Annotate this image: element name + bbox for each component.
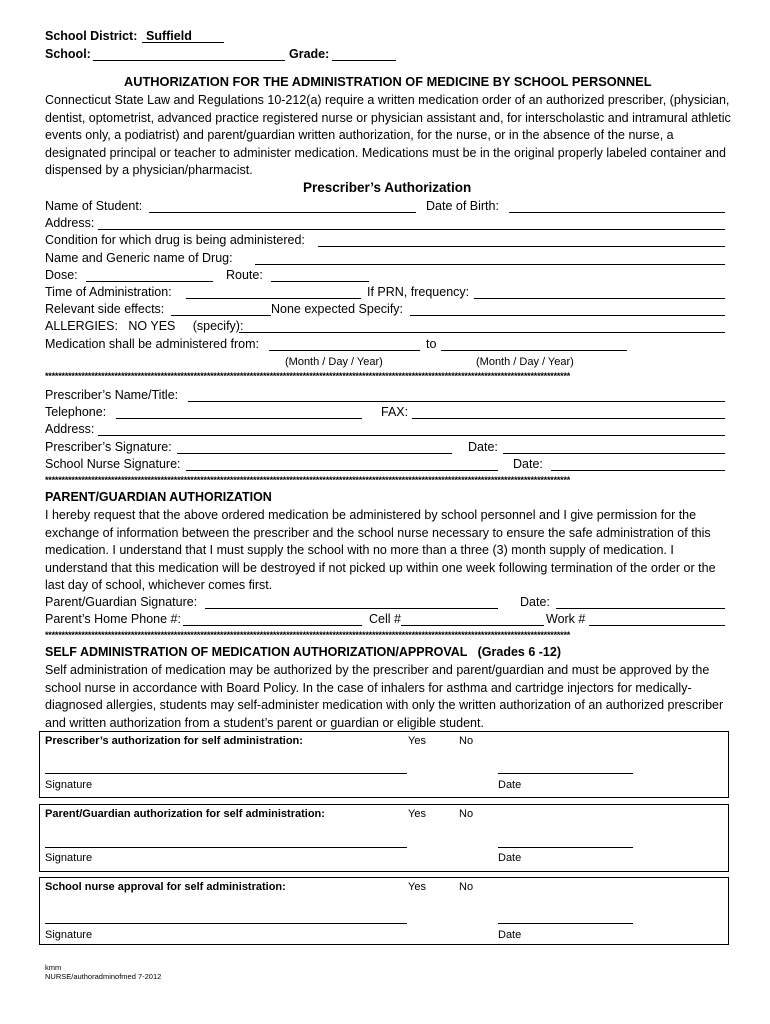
parent-self-admin-signature-label: Signature (45, 852, 93, 864)
separator-2: *************************************************************************************************************************************************************** (45, 475, 571, 485)
prescriber-address-label: Address: (45, 422, 95, 436)
fax-field[interactable] (412, 418, 725, 419)
prescriber-date-field[interactable] (503, 453, 725, 454)
grade-label: Grade: (289, 47, 330, 61)
route-label: Route: (226, 268, 263, 282)
nurse-self-admin-no[interactable]: No (459, 881, 474, 893)
student-name-field[interactable] (149, 212, 416, 213)
school-district-label: School District: (45, 29, 138, 43)
home-phone-label: Parent’s Home Phone #: (45, 612, 181, 626)
school-field[interactable] (93, 60, 285, 61)
allergies-label: ALLERGIES: NO YES (specify): (45, 319, 244, 333)
drug-name-label: Name and Generic name of Drug: (45, 251, 233, 265)
prescriber-heading: Prescriber’s Authorization (303, 180, 472, 195)
telephone-field[interactable] (116, 418, 362, 419)
footer-initials: kmm (45, 963, 62, 972)
admin-to-label: to (426, 337, 437, 351)
drug-name-field[interactable] (255, 264, 725, 265)
address-label: Address: (45, 216, 95, 230)
nurse-signature-label: School Nurse Signature: (45, 457, 181, 471)
prescriber-self-admin-yes[interactable]: Yes (408, 735, 426, 747)
parent-signature-field[interactable] (205, 608, 498, 609)
dob-label: Date of Birth: (426, 199, 499, 213)
nurse-self-admin-date-field[interactable] (498, 923, 633, 924)
side-effects-field[interactable] (171, 315, 271, 316)
prescriber-address-field[interactable] (98, 435, 725, 436)
nurse-self-admin-signature-field[interactable] (45, 923, 407, 924)
school-district-line (142, 42, 224, 43)
self-admin-paragraph: Self administration of medication may be authorized by the prescriber and parent/guardian and must be approved by the school nurse in accordance with Board Policy. In the case of inhalers for asthma and cartridge injectors for medically-diagnosed allergies, students may self-administer medication with only the written authorization of an authorized prescriber and written authorization from a student’s parent or guardian or eligible student. (45, 663, 724, 730)
side-effects-specify-label: None expected Specify: (271, 302, 404, 316)
parent-signature-label: Parent/Guardian Signature: (45, 595, 198, 609)
allergies-field[interactable] (239, 332, 725, 333)
address-field[interactable] (98, 229, 725, 230)
fax-label: FAX: (381, 405, 409, 419)
side-effects-label: Relevant side effects: (45, 302, 165, 316)
condition-label: Condition for which drug is being administered: (45, 233, 305, 247)
admin-from-label: Medication shall be administered from: (45, 337, 259, 351)
nurse-self-admin-signature-label: Signature (45, 929, 93, 941)
prescriber-self-admin-date-field[interactable] (498, 773, 633, 774)
nurse-date-label: Date: (513, 457, 543, 471)
parent-self-admin-yes[interactable]: Yes (408, 808, 426, 820)
prescriber-self-admin-signature-label: Signature (45, 779, 93, 791)
dob-field[interactable] (509, 212, 725, 213)
separator-3: *************************************************************************************************************************************************************** (45, 630, 571, 640)
side-effects-specify-field[interactable] (410, 315, 725, 316)
prescriber-name-field[interactable] (188, 401, 725, 402)
prescriber-self-admin-signature-field[interactable] (45, 773, 407, 774)
parent-paragraph: I hereby request that the above ordered medication be administered by school personnel and I give permission for the exchange of information between the prescriber and the school nurse necessary to ensure the safe administration of this medication. I understand that I must supply the school with no more than a three (3) month supply of medication. I understand that this medication will be destroyed if not picked up within one week following termination of the order or the last day of school, whichever comes first. (45, 508, 716, 592)
admin-from-field[interactable] (269, 350, 420, 351)
home-phone-field[interactable] (183, 625, 362, 626)
prescriber-date-label: Date: (468, 440, 498, 454)
school-label: School: (45, 47, 91, 61)
parent-date-label: Date: (520, 595, 550, 609)
to-date-format: (Month / Day / Year) (476, 356, 574, 368)
prescriber-self-admin-no[interactable]: No (459, 735, 474, 747)
intro-paragraph: Connecticut State Law and Regulations 10-212(a) require a written medication order of an authorized prescriber, (physician, dentist, optometrist, advanced practice registered nurse or physician assistant and, for interscholastic and intramural athletic events only, a podiatrist) and parent/guardian written authorization, for the nurse, or in the absence of the nurse, a designated principal or teacher to administer medication. Medications must be in the original properly labeled container and dispensed by a physician/pharmacist. (45, 93, 731, 177)
student-name-label: Name of Student: (45, 199, 143, 213)
time-label: Time of Administration: (45, 285, 172, 299)
admin-to-field[interactable] (441, 350, 627, 351)
time-field[interactable] (186, 298, 361, 299)
dose-label: Dose: (45, 268, 78, 282)
condition-field[interactable] (318, 246, 725, 247)
from-date-format: (Month / Day / Year) (285, 356, 383, 368)
page-title: AUTHORIZATION FOR THE ADMINISTRATION OF MEDICINE BY SCHOOL PERSONNEL (124, 74, 652, 89)
grade-field[interactable] (332, 60, 396, 61)
cell-field[interactable] (401, 625, 544, 626)
parent-self-admin-signature-field[interactable] (45, 847, 407, 848)
self-admin-heading: SELF ADMINISTRATION OF MEDICATION AUTHORIZATION/APPROVAL (Grades 6 -12) (45, 645, 561, 659)
route-field[interactable] (271, 281, 369, 282)
prn-field[interactable] (474, 298, 725, 299)
nurse-self-admin-date-label: Date (498, 929, 522, 941)
work-field[interactable] (589, 625, 725, 626)
cell-label: Cell # (369, 612, 401, 626)
nurse-self-admin-yes[interactable]: Yes (408, 881, 426, 893)
prescriber-signature-label: Prescriber’s Signature: (45, 440, 172, 454)
footer-document-code: NURSE/authoradminofmed 7-2012 (45, 972, 162, 981)
parent-self-admin-title: Parent/Guardian authorization for self administration: (45, 808, 325, 820)
parent-self-admin-no[interactable]: No (459, 808, 474, 820)
parent-self-admin-date-field[interactable] (498, 847, 633, 848)
prescriber-name-label: Prescriber’s Name/Title: (45, 388, 179, 402)
prescriber-self-admin-date-label: Date (498, 779, 522, 791)
prescriber-signature-field[interactable] (177, 453, 452, 454)
nurse-signature-field[interactable] (186, 470, 498, 471)
dose-field[interactable] (86, 281, 213, 282)
work-label: Work # (546, 612, 586, 626)
separator-1: *************************************************************************************************************************************************************** (45, 371, 571, 381)
prescriber-self-admin-title: Prescriber’s authorization for self administration: (45, 735, 303, 747)
nurse-date-field[interactable] (551, 470, 725, 471)
parent-heading: PARENT/GUARDIAN AUTHORIZATION (45, 490, 272, 504)
nurse-self-admin-title: School nurse approval for self administration: (45, 881, 286, 893)
parent-self-admin-date-label: Date (498, 852, 522, 864)
telephone-label: Telephone: (45, 405, 107, 419)
parent-date-field[interactable] (556, 608, 725, 609)
prn-label: If PRN, frequency: (367, 285, 470, 299)
school-district-value[interactable]: Suffield (146, 29, 192, 43)
